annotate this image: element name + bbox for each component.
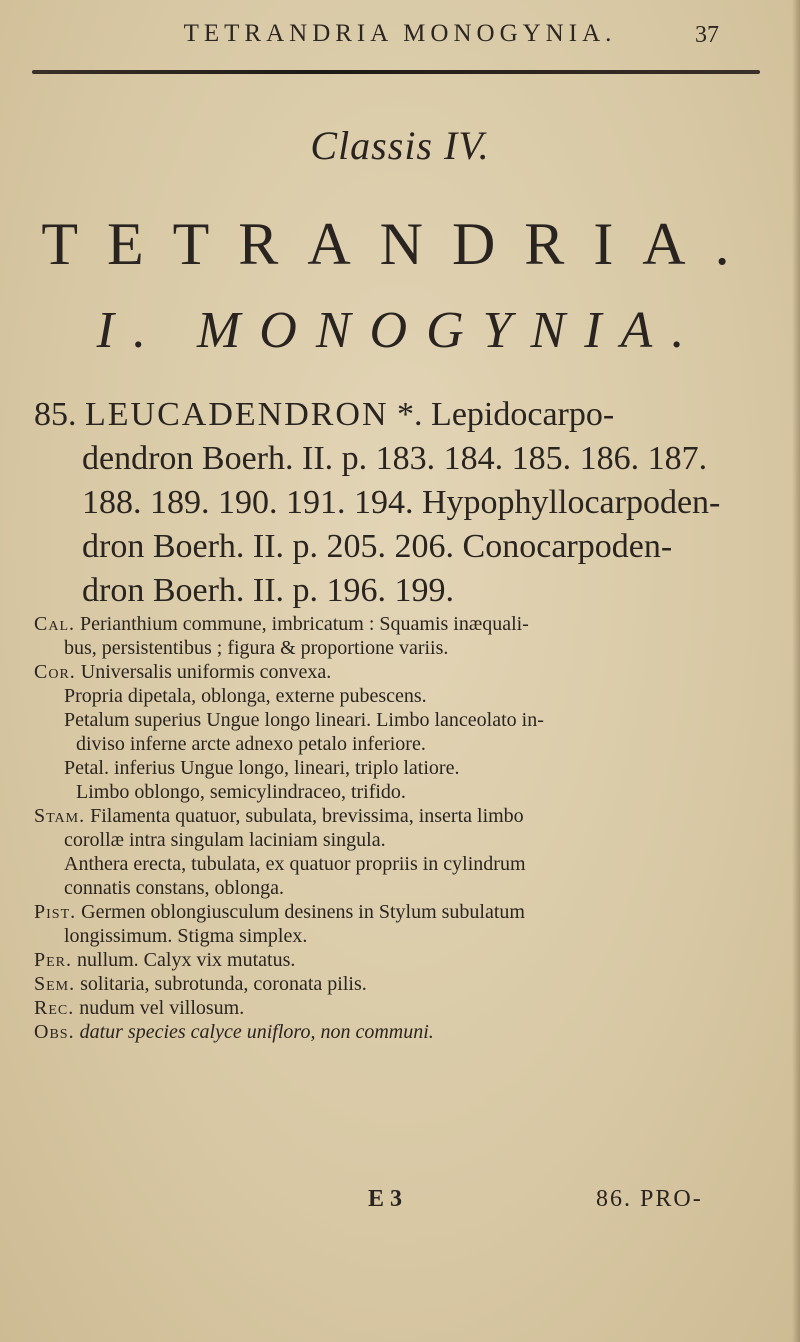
genus-synonym-line: dendron Boerh. II. p. 183. 184. 185. 186. 187. <box>82 440 708 477</box>
description-line <box>34 708 774 732</box>
description-text: Petalum superius Ungue longo lineari. Limbo lanceolato in- <box>64 709 544 731</box>
description-line <box>34 756 774 780</box>
page-edge-shadow <box>792 0 800 1342</box>
part-label: Obs. <box>34 1021 75 1043</box>
description-text: Universalis uniformis convexa. <box>80 661 332 683</box>
description-line <box>34 732 774 756</box>
genus-description <box>34 612 774 1044</box>
genus-number: 85. <box>34 396 77 433</box>
part-label: Cor. <box>34 661 76 683</box>
description-line <box>34 948 774 972</box>
genus-name: LEUCADENDRON <box>85 396 389 433</box>
description-text: diviso inferne arcte adnexo petalo inferiore. <box>76 733 426 755</box>
catchword: 86. PRO- <box>596 1186 703 1212</box>
description-line <box>34 900 774 924</box>
description-line <box>34 996 774 1020</box>
signature-mark: E 3 <box>368 1186 403 1212</box>
description-line <box>34 660 774 684</box>
genus-synonym-line: 188. 189. 190. 191. 194. Hypophyllocarpoden- <box>82 484 721 521</box>
description-line <box>34 876 774 900</box>
description-text: nudum vel villosum. <box>79 997 245 1019</box>
description-line <box>34 972 774 996</box>
description-line <box>34 612 774 636</box>
description-text: Filamenta quatuor, subulata, brevissima, inserta limbo <box>90 805 524 827</box>
description-text: datur species calyce unifloro, non communi. <box>79 1021 434 1043</box>
description-text: connatis constans, oblonga. <box>64 877 284 899</box>
description-text: Perianthium commune, imbricatum : Squamis inæquali- <box>80 613 529 635</box>
description-text: Germen oblongiusculum desinens in Stylum subulatum <box>81 901 525 923</box>
description-text: Propria dipetala, oblonga, externe pubescens. <box>64 685 427 707</box>
order-name-heading: I. MONOGYNIA. <box>96 302 704 359</box>
part-label: Per. <box>34 949 73 971</box>
classis-heading: Classis IV. <box>310 123 490 168</box>
description-text: nullum. Calyx vix mutatus. <box>77 949 296 971</box>
part-label: Stam. <box>34 805 86 827</box>
genus-synonym-line: dron Boerh. II. p. 196. 199. <box>82 572 455 609</box>
part-label: Cal. <box>34 613 76 635</box>
part-label: Sem. <box>34 973 76 995</box>
description-line <box>34 924 774 948</box>
class-name-heading: TETRANDRIA. <box>41 211 759 277</box>
genus-mark: *. <box>397 396 423 433</box>
description-text: longissimum. Stigma simplex. <box>64 925 308 947</box>
description-line <box>34 1020 774 1044</box>
description-line <box>34 804 774 828</box>
description-line <box>34 636 774 660</box>
description-text: Anthera erecta, tubulata, ex quatuor propriis in cylindrum <box>64 853 526 875</box>
description-line <box>34 828 774 852</box>
genus-synonym-line: dron Boerh. II. p. 205. 206. Conocarpoden- <box>82 528 673 565</box>
genus-entry <box>34 393 764 613</box>
genus-first-line <box>34 393 764 437</box>
description-text: Petal. inferius Ungue longo, lineari, triplo latiore. <box>64 757 460 779</box>
description-line <box>34 852 774 876</box>
description-text: corollæ intra singulam laciniam singula. <box>64 829 386 851</box>
description-text: bus, persistentibus ; figura & proportione variis. <box>64 637 449 659</box>
header-rule <box>32 70 760 74</box>
description-line <box>34 780 774 804</box>
part-label: Rec. <box>34 997 75 1019</box>
page-number: 37 <box>695 22 719 48</box>
description-text: Limbo oblongo, semicylindraceo, trifido. <box>76 781 406 803</box>
part-label: Pist. <box>34 901 77 923</box>
description-line <box>34 684 774 708</box>
description-text: solitaria, subrotunda, coronata pilis. <box>80 973 367 995</box>
page-footer <box>0 1186 800 1226</box>
genus-synonym-line: Lepidocarpo- <box>431 396 615 433</box>
running-title: TETRANDRIA MONOGYNIA. <box>183 20 617 47</box>
